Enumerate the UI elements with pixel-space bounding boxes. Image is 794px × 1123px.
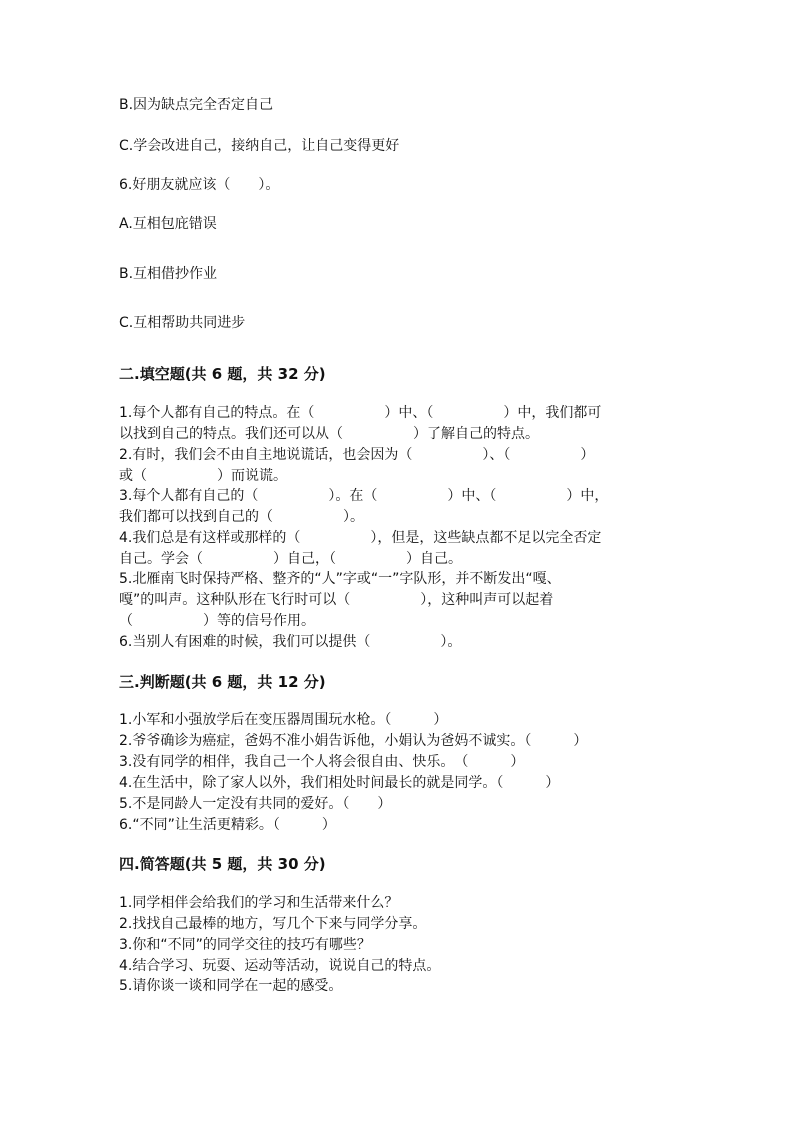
fill-line: 或（ ）而说谎。 (119, 468, 287, 484)
answer-line: 5.请你谈一谈和同学在一起的感受。 (119, 978, 343, 994)
judge-line: 2.爷爷确诊为癌症，爸妈不准小娟告诉他，小娟认为爸妈不诚实。（ ） (119, 733, 588, 749)
judge-line: 5.不是同龄人一定没有共同的爱好。（ ） (119, 796, 392, 812)
q6-option-b: B.互相借抄作业 (119, 266, 218, 282)
fill-line: 我们都可以找到自己的（ ）。 (119, 509, 364, 525)
fill-line: 1.每个人都有自己的特点。在（ ）中、（ ）中，我们都可 (119, 405, 602, 421)
answer-line: 4.结合学习、玩耍、运动等活动，说说自己的特点。 (119, 958, 441, 974)
section-two-title: 二.填空题(共 6 题，共 32 分) (119, 365, 326, 383)
fill-line: 以找到自己的特点。我们还可以从（ ）了解自己的特点。 (119, 426, 539, 442)
judge-line: 3.没有同学的相伴，我自己一个人将会很自由、快乐。 （ ） (119, 754, 525, 770)
fill-line: 嘎”的叫声。这种队形在飞行时可以（ ），这种叫声可以起着 (119, 592, 554, 608)
q6-stem: 6.好朋友就应该（ ）。 (119, 177, 280, 193)
q6-option-a: A.互相包庇错误 (119, 216, 217, 232)
answer-line: 1.同学相伴会给我们的学习和生活带来什么？ (119, 895, 399, 911)
judge-line: 6.“不同”让生活更精彩。（ ） (119, 817, 336, 833)
section-four-title: 四.简答题(共 5 题，共 30 分) (119, 855, 326, 873)
fill-line: 6.当别人有困难的时候，我们可以提供（ ）。 (119, 634, 462, 650)
fill-line: （ ）等的信号作用。 (119, 613, 315, 629)
section-three-title: 三.判断题(共 6 题，共 12 分) (119, 673, 326, 691)
fill-line: 4.我们总是有这样或那样的（ ），但是，这些缺点都不足以完全否定 (119, 530, 602, 546)
fill-line: 5.北雁南飞时保持严格、整齐的“人”字或“一”字队形，并不断发出“嘎、 (119, 571, 561, 587)
answer-line: 3.你和“不同”的同学交往的技巧有哪些？ (119, 937, 371, 953)
q5-option-b: B.因为缺点完全否定自己 (119, 97, 274, 113)
q6-option-c: C.互相帮助共同进步 (119, 315, 246, 331)
judge-line: 1.小军和小强放学后在变压器周围玩水枪。（ ） (119, 712, 448, 728)
answer-line: 2.找找自己最棒的地方，写几个下来与同学分享。 (119, 916, 427, 932)
fill-line: 自己。学会（ ）自己，（ ）自己。 (119, 551, 462, 567)
fill-line: 2.有时，我们会不由自主地说谎话，也会因为（ ）、（ ） (119, 447, 595, 463)
q5-option-c: C.学会改进自己，接纳自己，让自己变得更好 (119, 138, 400, 154)
judge-line: 4.在生活中，除了家人以外，我们相处时间最长的就是同学。（ ） (119, 775, 560, 791)
fill-line: 3.每个人都有自己的（ ）。在（ ）中、（ ）中， (119, 488, 609, 504)
